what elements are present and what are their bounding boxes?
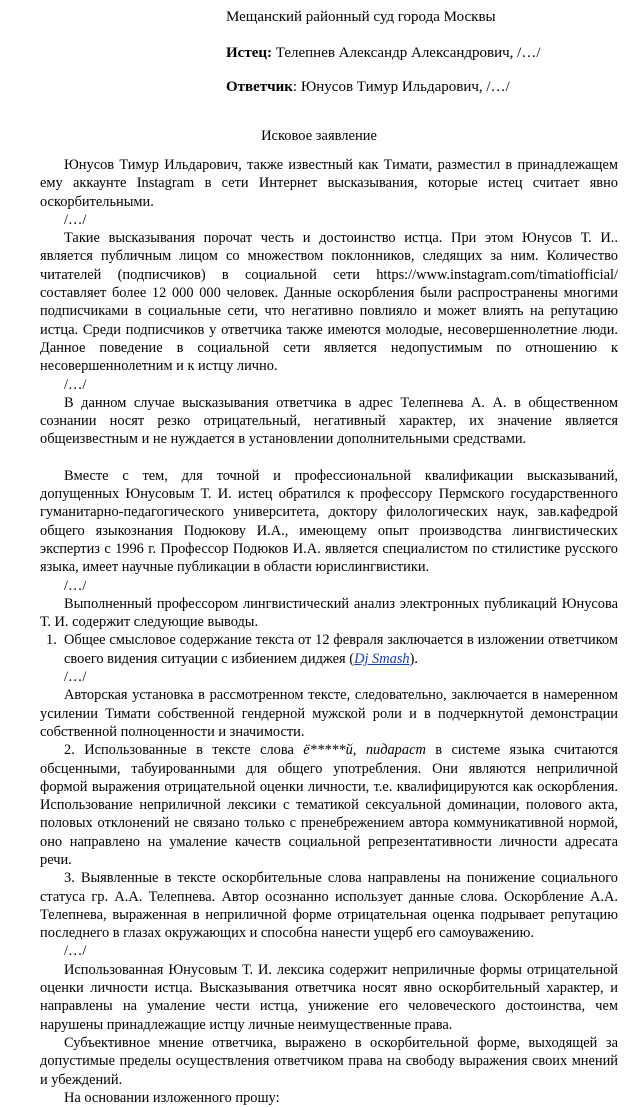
paragraph-part: 2. Использованные в тексте слова — [64, 742, 304, 759]
list-text: Общее смысловое содержание текста от 12 февраля заключается в изложении ответчиком своего видения ситуации с избиением диджея ( — [64, 632, 618, 667]
plaintiff-line — [226, 44, 541, 62]
defendant-label: Ответчик — [226, 79, 293, 95]
list-number: 1. — [46, 632, 57, 649]
paragraph-part: в системе языка считаются обсценными, табуированными для общего употребления. Они являются неприличной формой выражения отрицательной оценки личности, т.е. квалифицируются как оскорбления. Использование неприличной лексики с тематикой сексуальной доминации, полового акта, половых отклонений не связано только с пренебрежением автора коммуникативной нормой, оно направлено на умаление качеств социальной репрезентативности личности адресата речи. — [40, 742, 618, 868]
defendant-value: : Юнусов Тимур Ильдарович, /…/ — [292, 79, 510, 95]
dj-smash-link[interactable]: Dj Smash — [354, 650, 410, 667]
paragraph: Использованная Юнусовым Т. И. лексика содержит неприличные формы отрицательной оценки личности истца. Высказывания ответчика носят явно оскорбительный характер, и направлены на умаление чести истца, унижение его человеческого достоинства, чем нарушены принадлежащие истцу личные неимущественные права. — [40, 961, 618, 1033]
omission-mark: /…/ — [64, 669, 87, 686]
plaintiff-label: Истец: — [226, 45, 272, 61]
omission-mark: /…/ — [64, 211, 87, 228]
paragraph: 3. Выявленные в тексте оскорбительные слова направлены на понижение социального статуса гр. А.А. Телепнева. Автор осознанно использует данные слова. Оскорбление А.А. Телепнева, выраженная в неприличной форме отрицательная оценка подрывает репутацию последнего в глазах окружающих и способна нанести ущерб его самоуважению. — [40, 870, 618, 942]
paragraph: В данном случае высказывания ответчика в адрес Телепнева А. А. в общественном сознании носят резко отрицательный, негативный характер, их значение является общеизвестным и не нуждается в установлении дополнительными средствами. — [40, 394, 618, 448]
plaintiff-value: Телепнев Александр Александрович, /…/ — [272, 45, 541, 61]
paragraph: Вместе с тем, для точной и профессиональной квалификации высказываний, допущенных Юнусовым Т. И. истец обратился к профессору Пермского государственного гуманитарно-педагогического университета, доктору филологических наук, зав.кафедрой общего языкознания Подюкову И.А., имеющему опыт производства лингвистических экспертиз с 1996 г. Профессор Подюков И.А. является специалистом по стилистике русского языка, имеет научные публикации в области юрислингвистики. — [40, 467, 618, 576]
list-text-end: ). — [409, 650, 419, 667]
paragraph: Субъективное мнение ответчика, выражено в оскорбительной форме, выходящей за допустимые пределы осуществления ответчиком права на свободу выражения своих мнений и убеждений. — [40, 1034, 618, 1088]
obscene-words: ё*****й, пидараст — [303, 742, 426, 759]
paragraph: На основании изложенного прошу: — [64, 1089, 280, 1106]
document-body — [40, 156, 618, 1107]
defendant-line — [226, 78, 510, 96]
omission-mark: /…/ — [64, 577, 87, 594]
paragraph: Выполненный профессором лингвистический анализ электронных публикаций Юнусова Т. И. содержит следующие выводы. — [40, 595, 618, 631]
court-name: Мещанский районный суд города Москвы — [226, 9, 496, 25]
omission-mark: /…/ — [64, 943, 87, 960]
paragraph: Такие высказывания порочат честь и достоинство истца. При этом Юнусов Т. И.. является публичным лицом со множеством поклонников, следящих за ним. Количество читателей (подписчиков) в социальной сети https://www.instagram.com/timatiofficial/ составляет более 12 000 000 человек. Данные оскорбления были распространены многими подписчиками в социальные сети, что негативно повлияло и может влиять на репутацию истца. Среди подписчиков у ответчика также имеются молодые, несовершеннолетние люди. Данное поведение в социальной сети является недопустимым по отношению к несовершеннолетним и к истцу лично. — [40, 230, 618, 375]
omission-mark: /…/ — [64, 376, 87, 393]
document-title: Исковое заявление — [261, 128, 377, 144]
blank-line — [40, 449, 618, 467]
list-item — [40, 631, 618, 668]
paragraph — [40, 741, 618, 869]
paragraph: Авторская установка в рассмотренном тексте, следовательно, заключается в намеренном усилении Тимати собственной гендерной мужской роли и в подчеркнутой демонстрации собственной полноценности и значимости. — [40, 687, 618, 740]
paragraph: Юнусов Тимур Ильдарович, также известный как Тимати, разместил в принадлежащем ему аккаунте Instagram в сети Интернет высказывания, которые истец считает явно оскорбительными. — [40, 157, 618, 210]
